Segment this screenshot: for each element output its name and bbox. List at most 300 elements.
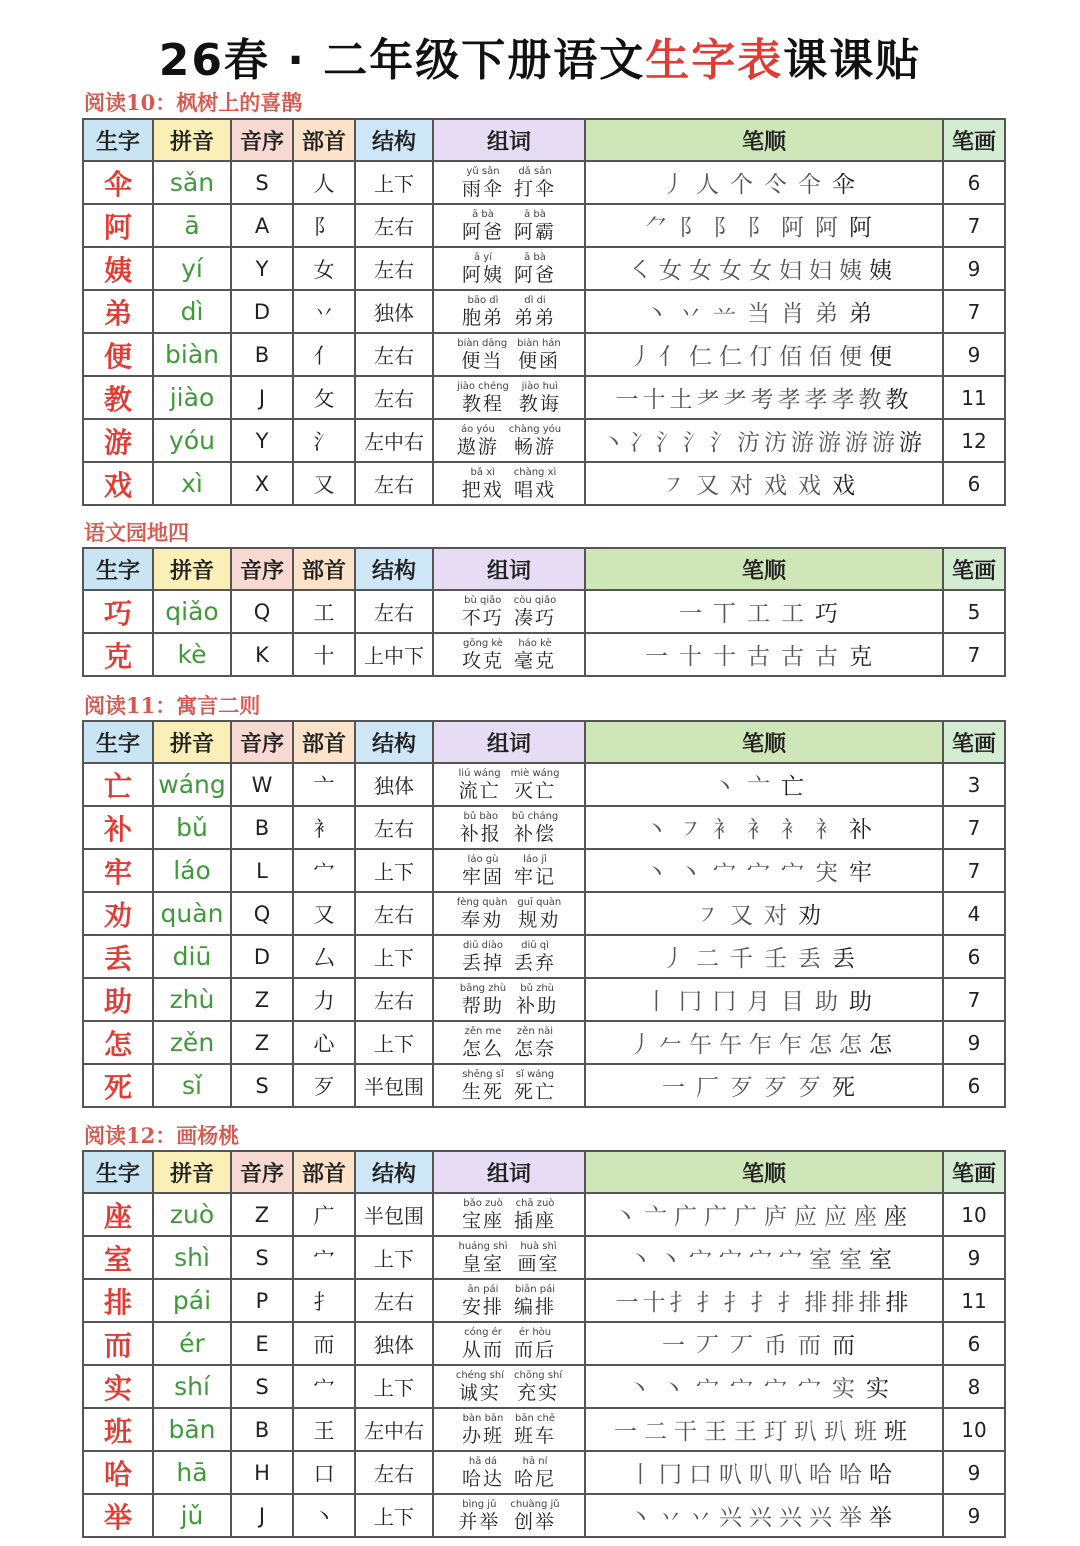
stroke-step: 扌 — [750, 1290, 775, 1316]
word-pair — [517, 897, 561, 931]
words-cell — [433, 806, 585, 849]
radical-cell: 扌 — [293, 1279, 355, 1322]
order-cell: J — [231, 376, 293, 419]
stroke-step: 扌 — [777, 1290, 802, 1316]
character-cell: 劝 — [83, 892, 153, 935]
stroke-step: 兴 — [749, 1505, 773, 1531]
pinyin-cell: yóu — [153, 419, 231, 462]
character-table — [82, 1150, 1006, 1538]
stroke-step: 兴 — [809, 1505, 833, 1531]
word-pair — [509, 424, 561, 458]
stroke-order-cell — [585, 1236, 943, 1279]
character-cell: 死 — [83, 1064, 153, 1107]
stroke-step: 对 — [764, 903, 788, 929]
stroke-step: 哈 — [809, 1462, 833, 1488]
stroke-step: 冫 — [629, 430, 653, 456]
word-text: 毫克 — [514, 649, 557, 672]
word-pinyin: bǎ xì — [470, 466, 495, 478]
stroke-step: 歹 — [798, 1075, 822, 1101]
header-words: 组词 — [433, 548, 585, 590]
stroke-order-cell — [585, 806, 943, 849]
stroke-step: 广 — [674, 1204, 698, 1230]
word-text: 补助 — [516, 994, 559, 1017]
stroke-step: 弟 — [849, 301, 873, 327]
table-row — [83, 892, 1005, 935]
word-pair — [510, 1499, 559, 1533]
word-pinyin: bù qiǎo — [464, 594, 502, 606]
pinyin-cell: ér — [153, 1322, 231, 1365]
word-text: 阿爸 — [514, 263, 557, 286]
stroke-order-cell — [585, 763, 943, 806]
structure-cell: 左右 — [355, 376, 433, 419]
stroke-step: 座 — [884, 1204, 908, 1230]
structure-cell: 左中右 — [355, 419, 433, 462]
word-pinyin: bān chē — [515, 1412, 555, 1424]
stroke-step: 举 — [869, 1505, 893, 1531]
stroke-step: 女 — [659, 258, 683, 284]
stroke-step: 女 — [749, 258, 773, 284]
stroke-count-cell: 6 — [943, 462, 1005, 505]
word-pinyin: liú wáng — [458, 767, 501, 779]
structure-cell: 上下 — [355, 161, 433, 204]
header-words: 组词 — [433, 1151, 585, 1193]
stroke-step: 姨 — [869, 258, 893, 284]
order-cell: H — [231, 1451, 293, 1494]
pinyin-cell: zuò — [153, 1193, 231, 1236]
stroke-step: 弟 — [815, 301, 839, 327]
word-pinyin: bǔ cháng — [511, 810, 559, 822]
table-row — [83, 806, 1005, 849]
stroke-step: 怎 — [839, 1032, 863, 1058]
structure-cell: 左右 — [355, 204, 433, 247]
stroke-step: 阿 — [849, 215, 873, 241]
word-pair — [514, 940, 556, 974]
order-cell: Y — [231, 247, 293, 290]
table-row — [83, 247, 1005, 290]
stroke-step: 宀 — [747, 860, 771, 886]
word-pinyin: láo gù — [467, 853, 499, 865]
header-strokes: 笔顺 — [585, 721, 943, 763]
word-text: 阿霸 — [514, 220, 557, 243]
stroke-step: 仒 — [764, 172, 788, 198]
stroke-step: 哈 — [839, 1462, 863, 1488]
radical-cell: 氵 — [293, 419, 355, 462]
word-pair — [462, 209, 504, 243]
stroke-step: 考 — [750, 387, 775, 413]
word-pinyin: chéng shí — [455, 1369, 505, 1381]
structure-cell: 左右 — [355, 978, 433, 1021]
character-cell: 牢 — [83, 849, 153, 892]
stroke-step: 古 — [815, 644, 839, 670]
word-pair — [462, 166, 504, 200]
stroke-step: 宀 — [689, 1247, 713, 1273]
radical-cell: 心 — [293, 1021, 355, 1064]
table-row — [83, 161, 1005, 204]
radical-cell: 丷 — [293, 290, 355, 333]
stroke-step: 乍 — [779, 1032, 803, 1058]
order-cell: D — [231, 935, 293, 978]
stroke-step: 丿 — [662, 946, 686, 972]
word-pair — [457, 338, 507, 372]
stroke-step: 座 — [854, 1204, 878, 1230]
table-row — [83, 290, 1005, 333]
words-cell — [433, 247, 585, 290]
word-text: 补偿 — [514, 822, 557, 845]
order-cell: W — [231, 763, 293, 806]
stroke-step: 丶 — [679, 860, 703, 886]
header-strokes: 笔顺 — [585, 119, 943, 161]
stroke-step: 宀 — [749, 1247, 773, 1273]
stroke-step: 死 — [832, 1075, 856, 1101]
table-row — [83, 1193, 1005, 1236]
character-cell: 举 — [83, 1494, 153, 1537]
stroke-step: 室 — [839, 1247, 863, 1273]
stroke-step: 丿 — [629, 1032, 653, 1058]
stroke-step: 丅 — [713, 601, 737, 627]
words-cell — [433, 763, 585, 806]
word-text: 流亡 — [458, 779, 501, 802]
word-pinyin: jiào huì — [521, 380, 559, 392]
character-table — [82, 547, 1006, 677]
stroke-step: 午 — [719, 1032, 743, 1058]
order-cell: Y — [231, 419, 293, 462]
pinyin-cell: quàn — [153, 892, 231, 935]
stroke-step: 肖 — [781, 301, 805, 327]
character-cell: 补 — [83, 806, 153, 849]
word-pair — [514, 1327, 556, 1361]
stroke-count-cell: 7 — [943, 849, 1005, 892]
pinyin-cell: dì — [153, 290, 231, 333]
stroke-step: 阝 — [713, 215, 737, 241]
stroke-step: 扌 — [696, 1290, 721, 1316]
stroke-order-cell — [585, 849, 943, 892]
word-text: 攻克 — [461, 649, 504, 672]
word-text: 阿爸 — [461, 220, 504, 243]
stroke-step: 丶 — [645, 860, 669, 886]
word-pinyin: diū diào — [462, 939, 503, 951]
header-count: 笔画 — [943, 721, 1005, 763]
stroke-step: 丶 — [662, 1376, 686, 1402]
structure-cell: 上下 — [355, 1365, 433, 1408]
word-pair — [514, 209, 556, 243]
character-cell: 助 — [83, 978, 153, 1021]
word-pinyin: miè wáng — [510, 767, 560, 779]
character-cell: 亡 — [83, 763, 153, 806]
word-pinyin: dì di — [524, 294, 546, 306]
stroke-step: 排 — [804, 1290, 829, 1316]
stroke-step: 古 — [747, 644, 771, 670]
word-pair — [514, 1026, 556, 1060]
header-order: 音序 — [231, 1151, 293, 1193]
stroke-step: 衤 — [781, 817, 805, 843]
stroke-step: 班 — [884, 1419, 908, 1445]
stroke-step: 又 — [696, 473, 720, 499]
word-pair — [462, 252, 504, 286]
stroke-step: 怎 — [869, 1032, 893, 1058]
stroke-step: 耂 — [696, 387, 721, 413]
word-text: 奉劝 — [461, 908, 504, 931]
order-cell: S — [231, 1064, 293, 1107]
stroke-step: 克 — [849, 644, 873, 670]
words-cell — [433, 1451, 585, 1494]
stroke-step: 教 — [858, 387, 883, 413]
stroke-step: 宀 — [713, 860, 737, 886]
title-highlight: 生字表 — [645, 35, 784, 86]
word-pair — [462, 1413, 504, 1447]
header-structure: 结构 — [355, 721, 433, 763]
word-text: 编排 — [514, 1295, 557, 1318]
words-cell — [433, 590, 585, 633]
word-text: 打伞 — [514, 177, 557, 200]
word-text: 画室 — [517, 1252, 560, 1275]
stroke-count-cell: 3 — [943, 763, 1005, 806]
stroke-step: 月 — [747, 989, 771, 1015]
word-pinyin: bāo dì — [467, 294, 499, 306]
pinyin-cell: qiǎo — [153, 590, 231, 633]
stroke-step: 排 — [885, 1290, 910, 1316]
character-cell: 而 — [83, 1322, 153, 1365]
pinyin-cell: biàn — [153, 333, 231, 376]
word-pair — [511, 768, 560, 802]
word-pinyin: zěn nài — [516, 1025, 554, 1037]
stroke-order-cell — [585, 376, 943, 419]
character-cell: 阿 — [83, 204, 153, 247]
stroke-order-cell — [585, 204, 943, 247]
order-cell: K — [231, 633, 293, 676]
character-table — [82, 118, 1006, 506]
stroke-step: 丢 — [832, 946, 856, 972]
stroke-step: 叭 — [719, 1462, 743, 1488]
word-pinyin: shēng sǐ — [462, 1068, 504, 1080]
stroke-count-cell: 7 — [943, 204, 1005, 247]
table-row — [83, 1494, 1005, 1537]
words-cell — [433, 419, 585, 462]
stroke-step: 厂 — [696, 1075, 720, 1101]
word-text: 丢弃 — [514, 951, 557, 974]
stroke-step: 个 — [730, 172, 754, 198]
radical-cell: 十 — [293, 633, 355, 676]
order-cell: S — [231, 161, 293, 204]
word-pair — [514, 1413, 556, 1447]
stroke-step: 丶 — [629, 1247, 653, 1273]
word-pinyin: bǎo zuò — [463, 1197, 503, 1209]
stroke-order-cell — [585, 892, 943, 935]
header-strokes: 笔顺 — [585, 1151, 943, 1193]
word-text: 班车 — [514, 1424, 557, 1447]
word-pair — [462, 1026, 504, 1060]
radical-cell: 宀 — [293, 1236, 355, 1279]
title-prefix: 26春 · 二年级下册语文 — [158, 35, 646, 86]
stroke-step: 衤 — [815, 817, 839, 843]
stroke-step: 一 — [615, 387, 640, 413]
radical-cell: 阝 — [293, 204, 355, 247]
stroke-step: 游 — [791, 430, 815, 456]
order-cell: A — [231, 204, 293, 247]
stroke-step: 教 — [885, 387, 910, 413]
word-text: 便函 — [517, 349, 560, 372]
word-pair — [514, 1069, 556, 1103]
stroke-count-cell: 7 — [943, 290, 1005, 333]
table-row — [83, 333, 1005, 376]
stroke-step: 班 — [854, 1419, 878, 1445]
stroke-step: 女 — [719, 258, 743, 284]
radical-cell: 广 — [293, 1193, 355, 1236]
structure-cell: 左右 — [355, 333, 433, 376]
stroke-step: 叭 — [779, 1462, 803, 1488]
radical-cell: 攵 — [293, 376, 355, 419]
stroke-step: 应 — [794, 1204, 818, 1230]
word-pinyin: chàng xì — [513, 466, 557, 478]
stroke-step: 牢 — [849, 860, 873, 886]
word-text: 办班 — [461, 1424, 504, 1447]
header-count: 笔画 — [943, 1151, 1005, 1193]
stroke-count-cell: 10 — [943, 1193, 1005, 1236]
stroke-step: 千 — [730, 946, 754, 972]
stroke-step: 兴 — [779, 1505, 803, 1531]
header-pinyin: 拼音 — [153, 721, 231, 763]
stroke-step: 一 — [615, 1290, 640, 1316]
radical-cell: 力 — [293, 978, 355, 1021]
structure-cell: 上下 — [355, 935, 433, 978]
stroke-order-cell — [585, 590, 943, 633]
radical-cell: 厶 — [293, 935, 355, 978]
table-row — [83, 1279, 1005, 1322]
word-text: 补报 — [459, 822, 502, 845]
header-count: 笔画 — [943, 548, 1005, 590]
word-text: 而后 — [514, 1338, 557, 1361]
word-pair — [519, 381, 561, 415]
character-cell: 巧 — [83, 590, 153, 633]
stroke-step: 十 — [679, 644, 703, 670]
word-pair — [514, 595, 557, 629]
stroke-step: 扌 — [669, 1290, 694, 1316]
character-cell: 克 — [83, 633, 153, 676]
stroke-step: 一 — [645, 644, 669, 670]
word-text: 哈尼 — [514, 1467, 557, 1490]
stroke-step: 仃 — [749, 344, 773, 370]
radical-cell: 女 — [293, 247, 355, 290]
character-cell: 戏 — [83, 462, 153, 505]
stroke-step: 玐 — [794, 1419, 818, 1445]
table-row — [83, 204, 1005, 247]
pinyin-cell: jiào — [153, 376, 231, 419]
stroke-step: 怎 — [809, 1032, 833, 1058]
word-text: 安排 — [461, 1295, 504, 1318]
radical-cell: 而 — [293, 1322, 355, 1365]
pinyin-cell: láo — [153, 849, 231, 892]
order-cell: B — [231, 806, 293, 849]
structure-cell: 左右 — [355, 590, 433, 633]
header-radical: 部首 — [293, 548, 355, 590]
radical-cell: 衤 — [293, 806, 355, 849]
stroke-step: 游 — [845, 430, 869, 456]
stroke-step: 阿 — [815, 215, 839, 241]
word-pair — [462, 1198, 504, 1232]
word-pinyin: chàng yóu — [508, 423, 562, 435]
stroke-step: 䒑 — [713, 301, 737, 327]
stroke-order-cell — [585, 247, 943, 290]
word-pair — [462, 1327, 504, 1361]
word-text: 怎么 — [461, 1037, 504, 1060]
stroke-step: 氵 — [710, 430, 734, 456]
stroke-step: 仁 — [719, 344, 743, 370]
section-title: 阅读11：寓言二则 — [84, 693, 261, 718]
stroke-step: 衤 — [747, 817, 771, 843]
stroke-step: 游 — [872, 430, 896, 456]
stroke-step: 乍 — [749, 1032, 773, 1058]
stroke-step: 孝 — [804, 387, 829, 413]
stroke-step: 𠂉 — [659, 1032, 683, 1058]
word-pair — [458, 1499, 500, 1533]
word-text: 雨伞 — [461, 177, 504, 200]
stroke-step: 当 — [747, 301, 771, 327]
radical-cell: 工 — [293, 590, 355, 633]
word-pinyin: bìng jǔ — [462, 1498, 497, 1510]
stroke-step: 丆 — [730, 1333, 754, 1359]
header-words: 组词 — [433, 119, 585, 161]
pinyin-cell: zěn — [153, 1021, 231, 1064]
word-text: 胞弟 — [461, 306, 504, 329]
table-row — [83, 849, 1005, 892]
stroke-step: 丷 — [689, 1505, 713, 1531]
pinyin-cell: wáng — [153, 763, 231, 806]
stroke-step: 歹 — [764, 1075, 788, 1101]
character-cell: 弟 — [83, 290, 153, 333]
stroke-step: 玎 — [764, 1419, 788, 1445]
stroke-order-cell — [585, 1021, 943, 1064]
header-structure: 结构 — [355, 548, 433, 590]
word-text: 便当 — [461, 349, 504, 372]
pinyin-cell: diū — [153, 935, 231, 978]
table-row — [83, 1021, 1005, 1064]
stroke-count-cell: 9 — [943, 1451, 1005, 1494]
stroke-step: 古 — [781, 644, 805, 670]
word-pinyin: ā bà — [472, 208, 494, 220]
stroke-step: 孝 — [777, 387, 802, 413]
stroke-count-cell: 12 — [943, 419, 1005, 462]
pinyin-cell: yí — [153, 247, 231, 290]
stroke-step: 游 — [818, 430, 842, 456]
stroke-step: 丨 — [629, 1462, 653, 1488]
stroke-step: 室 — [869, 1247, 893, 1273]
pinyin-cell: shí — [153, 1365, 231, 1408]
structure-cell: 半包围 — [355, 1064, 433, 1107]
order-cell: E — [231, 1322, 293, 1365]
stroke-step: 冂 — [679, 989, 703, 1015]
header-pinyin: 拼音 — [153, 1151, 231, 1193]
word-pair — [514, 638, 556, 672]
stroke-order-cell — [585, 290, 943, 333]
order-cell: B — [231, 1408, 293, 1451]
word-text: 宝座 — [461, 1209, 504, 1232]
word-pair — [514, 252, 556, 286]
stroke-step: 应 — [824, 1204, 848, 1230]
word-pinyin: ér hòu — [518, 1326, 552, 1338]
word-pinyin: ā bà — [524, 251, 546, 263]
word-pinyin: jiào chéng — [457, 380, 509, 392]
stroke-step: 丶 — [629, 1505, 653, 1531]
stroke-step: 仐 — [798, 172, 822, 198]
word-text: 畅游 — [514, 435, 557, 458]
word-pinyin: áo yóu — [460, 423, 495, 435]
header-pinyin: 拼音 — [153, 548, 231, 590]
section-title: 语文园地四 — [84, 520, 189, 545]
radical-cell: 宀 — [293, 1365, 355, 1408]
stroke-step: ㇛ — [629, 258, 653, 284]
stroke-step: 戏 — [832, 473, 856, 499]
header-order: 音序 — [231, 119, 293, 161]
stroke-step: 冂 — [659, 1462, 683, 1488]
